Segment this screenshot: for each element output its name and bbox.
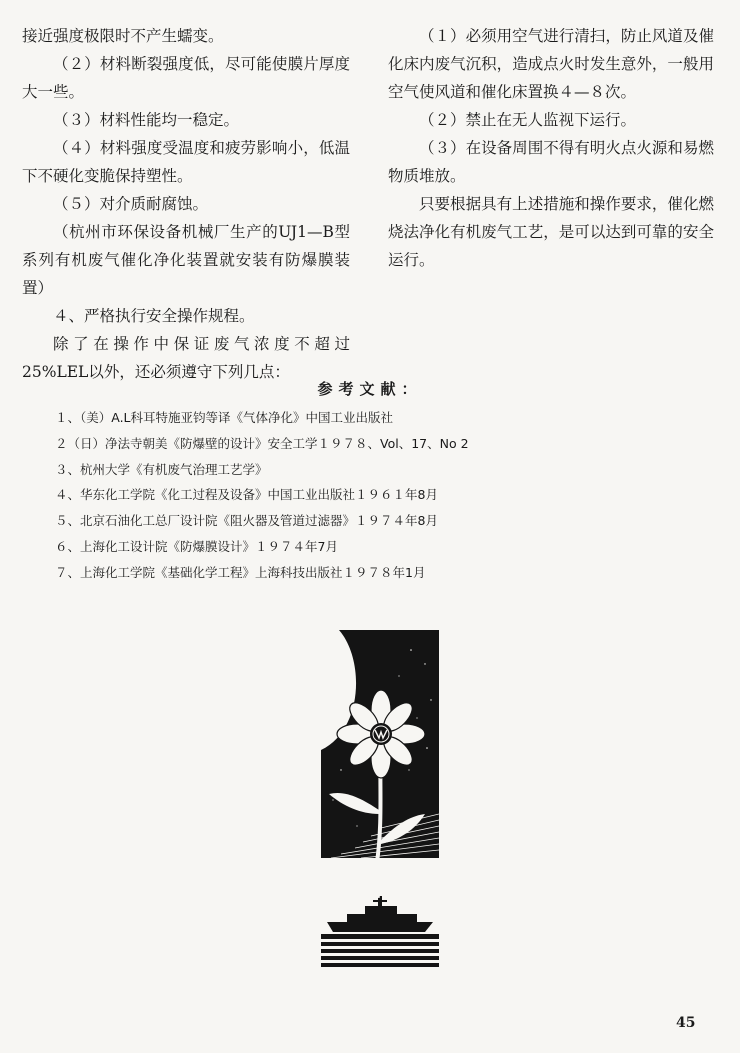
left-paragraph-4: （４）材料强度受温度和疲劳影响小，低温下不硬化变脆保持塑性。 — [22, 139, 350, 185]
left-paragraph-2: （２）材料断裂强度低，尽可能使膜片厚度大一些。 — [22, 55, 350, 101]
reference-item: １、（美）A.L科耳特施亚钧等译《气体净化》中国工业出版社 — [55, 410, 394, 425]
references-section — [0, 378, 740, 586]
left-paragraph-5: （５）对介质耐腐蚀。 — [53, 195, 209, 213]
left-paragraph-1: 接近强度极限时不产生蠕变。 — [22, 27, 224, 45]
reference-item: ４、华东化工学院《化工过程及设备》中国工业出版社１９６１年8月 — [55, 487, 438, 503]
left-paragraph-7: ４、严格执行安全操作规程。 — [53, 307, 255, 325]
reference-item: ７、上海化工学院《基础化学工程》上海科技出版社１９７８年1月 — [55, 564, 426, 580]
references-title: 参考文献： — [317, 380, 423, 398]
left-paragraph-6: （杭州市环保设备机械厂生产的UJ1—B型系列有机废气催化净化装置就安装有防爆膜装置） — [22, 223, 350, 297]
references-list — [0, 405, 740, 586]
right-paragraph-1: （１）必须用空气进行清扫，防止风道及催化床内废气沉积，造成点火时发生意外，一般用空气使风道和催化床置换４—８次。 — [388, 27, 714, 101]
right-column — [388, 22, 714, 274]
reference-item: ５、北京石油化工总厂设计院《阻火器及管道过滤器》１９７４年8月 — [55, 513, 438, 529]
left-paragraph-8: 除了在操作中保证废气浓度不超过25%LEL以外，还必须遵守下列几点： — [22, 335, 350, 381]
right-paragraph-3: （３）在设备周围不得有明火点火源和易燃物质堆放。 — [388, 139, 714, 185]
right-paragraph-2: （２）禁止在无人监视下运行。 — [419, 111, 637, 129]
left-column — [22, 22, 350, 386]
reference-item: ６、上海化工设计院《防爆膜设计》１９７４年7月 — [55, 538, 338, 554]
woodcut-illustration — [321, 630, 439, 972]
left-paragraph-3: （３）材料性能均一稳定。 — [53, 111, 240, 129]
page-number: 45 — [676, 1015, 696, 1031]
reference-item: ２（日）净法寺朝美《防爆壁的设计》安全工学１９７８、Vol、17、No 2 — [55, 435, 469, 451]
right-paragraph-4: 只要根据具有上述措施和操作要求，催化燃烧法净化有机废气工艺，是可以达到可靠的安全运行。 — [388, 195, 714, 269]
reference-item: ３、杭州大学《有机废气治理工艺学》 — [55, 461, 268, 477]
